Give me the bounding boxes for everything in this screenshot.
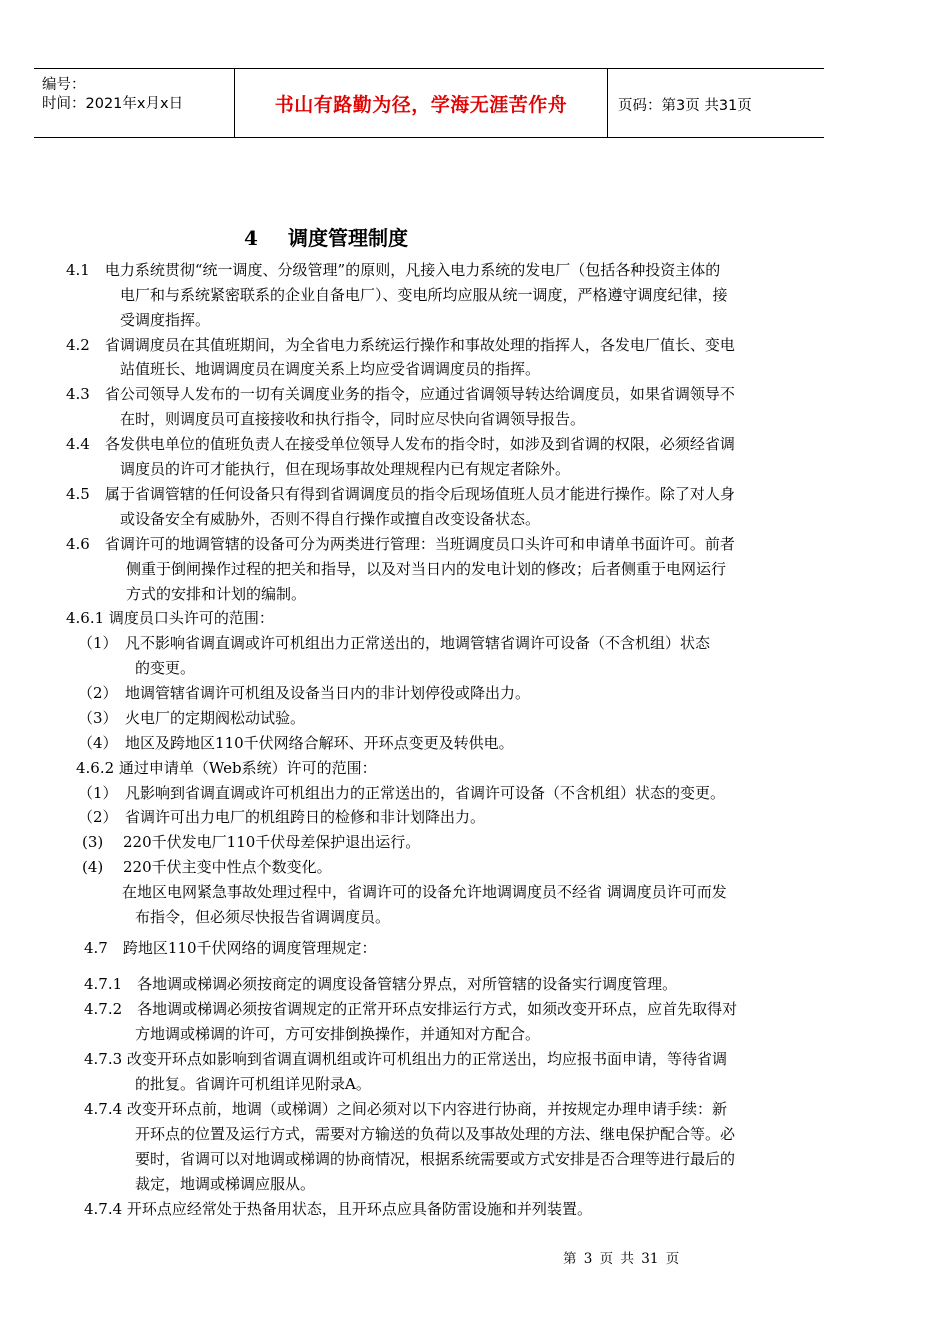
section-title-text: 调度管理制度 xyxy=(288,226,408,250)
text-line: 4.7.3 改变开环点如影响到省调直调机组或许可机组出力的正常送出，均应报书面申请，等待省调 xyxy=(84,1050,727,1068)
text-line: 布指令，但必须尽快报告省调调度员。 xyxy=(135,908,391,926)
text-line: 4.6.1 调度员口头许可的范围： xyxy=(66,609,274,627)
text-line: （2） 省调许可出力电厂的机组跨日的检修和非计划降出力。 xyxy=(78,808,486,826)
text-line: 4.2 省调调度员在其值班期间，为全省电力系统运行操作和事故处理的指挥人，各发电厂值长、变电 xyxy=(66,336,735,354)
text-line: 电厂和与系统紧密联系的企业自备电厂）、变电所均应服从统一调度，严格遵守调度纪律，接 xyxy=(120,286,728,304)
text-line: 方式的安排和计划的编制。 xyxy=(126,585,307,603)
text-line: （2） 地调管辖省调许可机组及设备当日内的非计划停役或降出力。 xyxy=(78,684,531,702)
page-info: 页码：第3页 共31页 xyxy=(618,98,752,114)
text-line: (4) 220千伏主变中性点个数变化。 xyxy=(82,858,332,876)
text-line: 在时，则调度员可直接接收和执行指令，同时应尽快向省调领导报告。 xyxy=(120,410,586,428)
text-line: 的变更。 xyxy=(135,659,196,677)
page-footer: 第 3 页 共 31 页 xyxy=(563,1251,680,1267)
text-line: （3） 火电厂的定期阀松动试验。 xyxy=(78,709,306,727)
header-motto: 书山有路勤为径，学海无涯苦作舟 xyxy=(274,94,568,116)
text-line: 站值班长、地调调度员在调度关系上均应受省调调度员的指挥。 xyxy=(120,360,541,378)
header-middle-cell xyxy=(234,69,608,137)
text-line: （1） 凡影响到省调直调或许可机组出力的正常送出的，省调许可设备（不含机组）状态的变更。 xyxy=(78,784,726,802)
text-line: 4.1 电力系统贯彻“统一调度、分级管理”的原则，凡接入电力系统的发电厂（包括各种投资主体的 xyxy=(66,261,721,279)
text-line: 裁定，地调或梯调应服从。 xyxy=(135,1175,316,1193)
text-line: 的批复。省调许可机组详见附录A。 xyxy=(135,1075,371,1093)
doc-time-label: 时间：2021年x月x日 xyxy=(42,96,184,112)
text-line: （4） 地区及跨地区110千伏网络合解环、开环点变更及转供电。 xyxy=(78,734,514,752)
text-line: 4.7.1 各地调或梯调必须按商定的调度设备管辖分界点，对所管辖的设备实行调度管理。 xyxy=(84,975,678,993)
text-line: 方地调或梯调的许可，方可安排倒换操作，并通知对方配合。 xyxy=(135,1025,541,1043)
text-line: 在地区电网紧急事故处理过程中，省调许可的设备允许地调调度员不经省 调调度员许可而发 xyxy=(122,883,727,901)
text-line: 4.7.2 各地调或梯调必须按省调规定的正常开环点安排运行方式，如须改变开环点，应首先取得对 xyxy=(84,1000,738,1018)
text-line: 4.3 省公司领导人发布的一切有关调度业务的指令，应通过省调领导转达给调度员，如果省调领导不 xyxy=(66,385,735,403)
text-line: 调度员的许可才能执行，但在现场事故处理规程内已有规定者除外。 xyxy=(120,460,571,478)
text-line: (3) 220千伏发电厂110千伏母差保护退出运行。 xyxy=(82,833,421,851)
section-title xyxy=(244,222,408,251)
text-line: 受调度指挥。 xyxy=(120,311,211,329)
text-line: 4.7 跨地区110千伏网络的调度管理规定： xyxy=(84,939,377,957)
section-number: 4 xyxy=(244,226,258,250)
header-table xyxy=(34,68,824,138)
text-line: 或设备安全有威胁外，否则不得自行操作或擅自改变设备状态。 xyxy=(120,510,541,528)
header-right-cell xyxy=(608,69,824,137)
text-line: 开环点的位置及运行方式，需要对方输送的负荷以及事故处理的方法、继电保护配合等。必 xyxy=(135,1125,736,1143)
text-line: 4.6.2 通过申请单（Web系统）许可的范围： xyxy=(76,759,377,777)
text-line: （1） 凡不影响省调直调或许可机组出力正常送出的，地调管辖省调许可设备（不含机组）状态 xyxy=(78,634,711,652)
text-line: 要时，省调可以对地调或梯调的协商情况，根据系统需要或方式安排是否合理等进行最后的 xyxy=(135,1150,736,1168)
text-line: 4.7.4 改变开环点前，地调（或梯调）之间必须对以下内容进行协商，并按规定办理申请手续：新 xyxy=(84,1100,727,1118)
text-line: 侧重于倒闸操作过程的把关和指导，以及对当日内的发电计划的修改；后者侧重于电网运行 xyxy=(126,560,727,578)
text-line: 4.5 属于省调管辖的任何设备只有得到省调调度员的指令后现场值班人员才能进行操作。除了对人身 xyxy=(66,485,735,503)
text-line: 4.4 各发供电单位的值班负责人在接受单位领导人发布的指令时，如涉及到省调的权限，必须经省调 xyxy=(66,435,735,453)
doc-number-label: 编号： xyxy=(42,77,86,93)
header-left-cell xyxy=(34,69,234,137)
text-line: 4.7.4 开环点应经常处于热备用状态，且开环点应具备防雷设施和并列装置。 xyxy=(84,1200,592,1218)
text-line: 4.6 省调许可的地调管辖的设备可分为两类进行管理：当班调度员口头许可和申请单书面许可。前者 xyxy=(66,535,735,553)
